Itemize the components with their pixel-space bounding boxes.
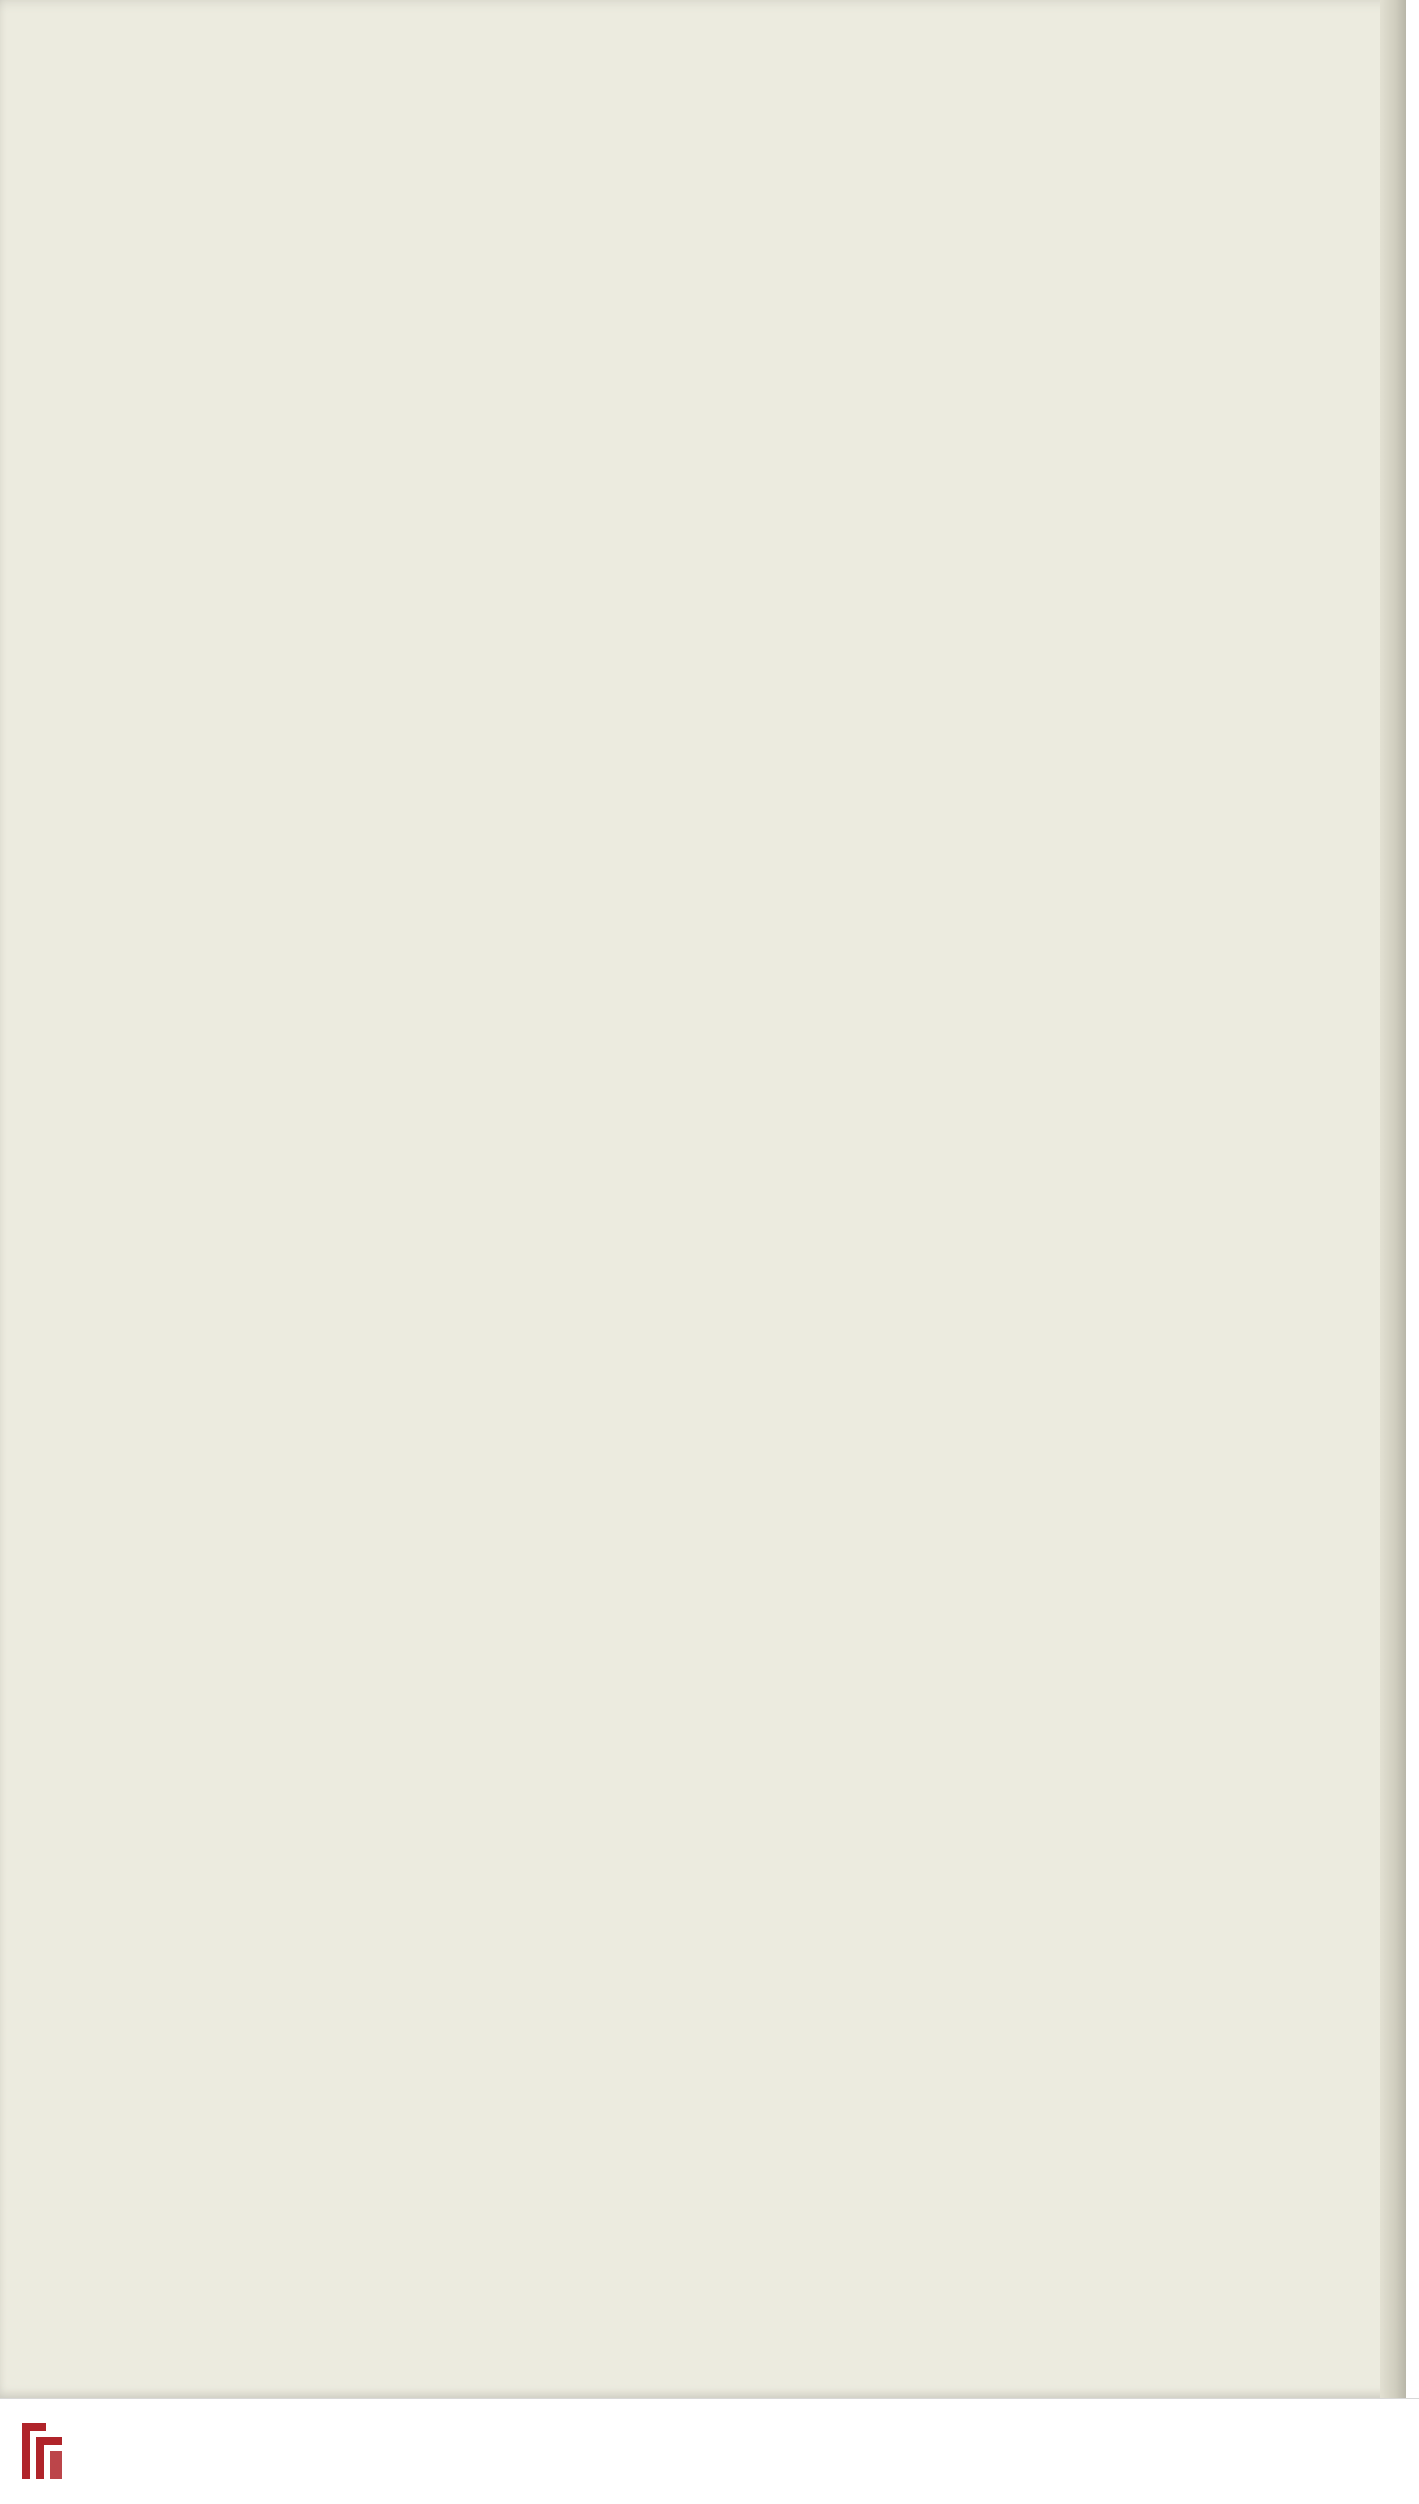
index-text-block — [362, 168, 1322, 228]
running-head — [362, 168, 1322, 228]
library-logo-icon — [16, 2417, 68, 2487]
digitization-footer — [0, 2398, 1419, 2504]
page-edge — [1380, 0, 1406, 2398]
